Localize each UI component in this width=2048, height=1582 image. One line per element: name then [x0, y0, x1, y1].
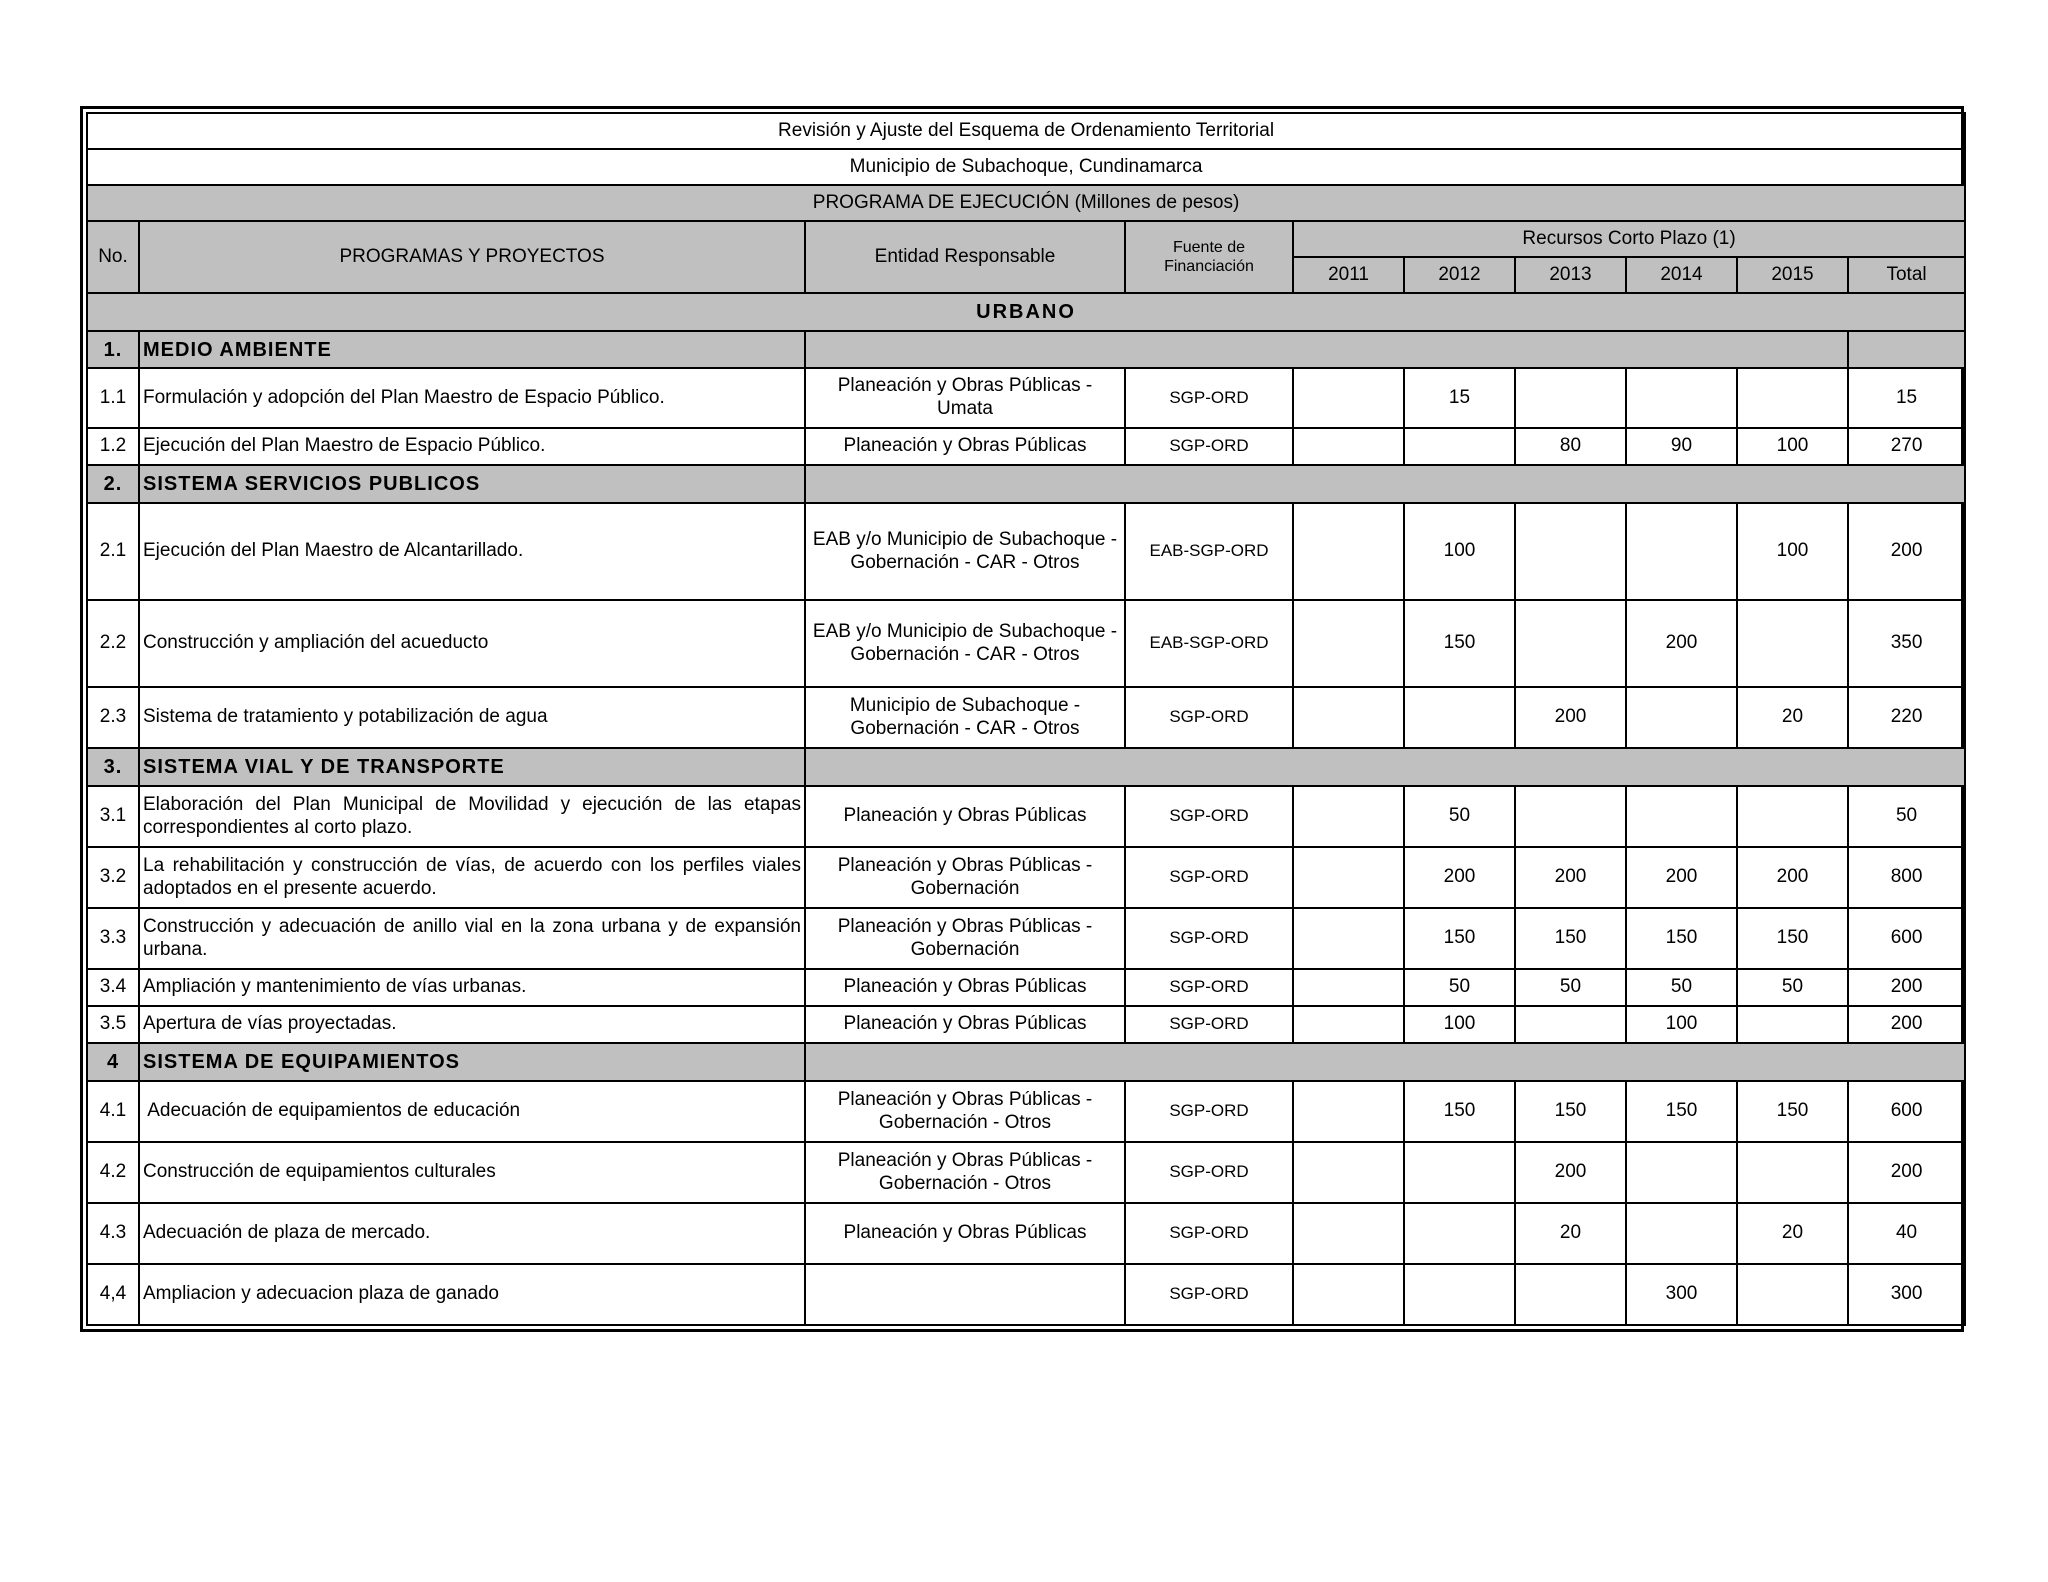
row-number: 2.2 [87, 600, 139, 687]
row-2013: 50 [1515, 969, 1626, 1006]
row-source: SGP-ORD [1125, 786, 1293, 847]
row-2014 [1626, 1142, 1737, 1203]
row-entity: Planeación y Obras Públicas - Gobernación - Otros [805, 1142, 1125, 1203]
row-2011 [1293, 1006, 1404, 1043]
row-total: 200 [1848, 969, 1965, 1006]
row-total: 600 [1848, 1081, 1965, 1142]
row-2013: 200 [1515, 1142, 1626, 1203]
row-number: 1.1 [87, 368, 139, 428]
row-2012 [1404, 1203, 1515, 1264]
section-title: MEDIO AMBIENTE [139, 331, 805, 368]
row-entity: Municipio de Subachoque - Gobernación - CAR - Otros [805, 687, 1125, 748]
table-row [87, 1006, 1965, 1043]
row-2011 [1293, 1264, 1404, 1325]
row-project: Construcción y ampliación del acueducto [139, 600, 805, 687]
row-total: 300 [1848, 1264, 1965, 1325]
row-project: Ampliación y mantenimiento de vías urbanas. [139, 969, 805, 1006]
row-2015: 100 [1737, 428, 1848, 465]
section-number: 2. [87, 465, 139, 503]
table-row [87, 969, 1965, 1006]
col-header-year-2012: 2012 [1404, 257, 1515, 293]
row-2014: 100 [1626, 1006, 1737, 1043]
row-2011 [1293, 687, 1404, 748]
row-2011 [1293, 1203, 1404, 1264]
table-row [87, 1264, 1965, 1325]
row-2013 [1515, 1006, 1626, 1043]
row-2013: 150 [1515, 1081, 1626, 1142]
row-total: 270 [1848, 428, 1965, 465]
row-number: 3.5 [87, 1006, 139, 1043]
row-2012: 200 [1404, 847, 1515, 908]
row-source: SGP-ORD [1125, 368, 1293, 428]
row-entity: Planeación y Obras Públicas [805, 428, 1125, 465]
table-row [87, 908, 1965, 969]
col-header-year-2013: 2013 [1515, 257, 1626, 293]
section-number: 3. [87, 748, 139, 786]
row-2014: 200 [1626, 600, 1737, 687]
execution-program-table [86, 112, 1966, 1326]
row-2013 [1515, 1264, 1626, 1325]
row-project: Elaboración del Plan Municipal de Movilidad y ejecución de las etapas correspondientes al corto plazo. [139, 786, 805, 847]
row-number: 1.2 [87, 428, 139, 465]
row-entity [805, 1264, 1125, 1325]
col-header-programs: PROGRAMAS Y PROYECTOS [139, 221, 805, 293]
row-2011 [1293, 786, 1404, 847]
section-row [87, 1043, 1965, 1081]
row-entity: EAB y/o Municipio de Subachoque - Gobernación - CAR - Otros [805, 503, 1125, 600]
table-row [87, 847, 1965, 908]
col-header-source: Fuente de Financiación [1125, 221, 1293, 293]
row-2015: 150 [1737, 908, 1848, 969]
table-row [87, 1081, 1965, 1142]
row-2011 [1293, 368, 1404, 428]
row-2013 [1515, 368, 1626, 428]
row-source: EAB-SGP-ORD [1125, 503, 1293, 600]
row-2012: 100 [1404, 503, 1515, 600]
row-2015: 200 [1737, 847, 1848, 908]
row-total: 40 [1848, 1203, 1965, 1264]
section-filler [805, 748, 1965, 786]
table-row [87, 600, 1965, 687]
row-total: 200 [1848, 1006, 1965, 1043]
row-total: 200 [1848, 1142, 1965, 1203]
section-title: SISTEMA DE EQUIPAMIENTOS [139, 1043, 805, 1081]
row-total: 15 [1848, 368, 1965, 428]
row-project: Apertura de vías proyectadas. [139, 1006, 805, 1043]
row-2012 [1404, 687, 1515, 748]
row-entity: Planeación y Obras Públicas - Umata [805, 368, 1125, 428]
table-row [87, 368, 1965, 428]
row-project: La rehabilitación y construcción de vías, de acuerdo con los perfiles viales adoptados en el presente acuerdo. [139, 847, 805, 908]
row-project: Ejecución del Plan Maestro de Espacio Público. [139, 428, 805, 465]
row-2012: 150 [1404, 908, 1515, 969]
row-project: Ampliacion y adecuacion plaza de ganado [139, 1264, 805, 1325]
row-source: EAB-SGP-ORD [1125, 600, 1293, 687]
row-2012: 100 [1404, 1006, 1515, 1043]
row-2015 [1737, 1006, 1848, 1043]
row-number: 4.2 [87, 1142, 139, 1203]
row-project: Construcción de equipamientos culturales [139, 1142, 805, 1203]
row-2014: 50 [1626, 969, 1737, 1006]
row-2013: 20 [1515, 1203, 1626, 1264]
row-source: SGP-ORD [1125, 1142, 1293, 1203]
row-source: SGP-ORD [1125, 1081, 1293, 1142]
section-number: 4 [87, 1043, 139, 1081]
row-entity: Planeación y Obras Públicas - Gobernación [805, 908, 1125, 969]
table-row [87, 503, 1965, 600]
row-total: 800 [1848, 847, 1965, 908]
row-source: SGP-ORD [1125, 687, 1293, 748]
row-project: Ejecución del Plan Maestro de Alcantarillado. [139, 503, 805, 600]
section-total-filler [1848, 331, 1965, 368]
row-number: 3.4 [87, 969, 139, 1006]
row-number: 4.3 [87, 1203, 139, 1264]
section-number: 1. [87, 331, 139, 368]
row-2015 [1737, 786, 1848, 847]
row-2015: 150 [1737, 1081, 1848, 1142]
col-header-no: No. [87, 221, 139, 293]
row-2014 [1626, 687, 1737, 748]
row-number: 3.3 [87, 908, 139, 969]
municipality-title: Municipio de Subachoque, Cundinamarca [87, 149, 1965, 185]
row-2015: 50 [1737, 969, 1848, 1006]
row-2011 [1293, 428, 1404, 465]
row-2012 [1404, 428, 1515, 465]
row-2013: 150 [1515, 908, 1626, 969]
row-2014: 90 [1626, 428, 1737, 465]
row-2014 [1626, 786, 1737, 847]
row-2011 [1293, 847, 1404, 908]
row-2011 [1293, 1081, 1404, 1142]
row-2015: 100 [1737, 503, 1848, 600]
row-project: Adecuación de plaza de mercado. [139, 1203, 805, 1264]
section-title: SISTEMA SERVICIOS PUBLICOS [139, 465, 805, 503]
row-number: 2.1 [87, 503, 139, 600]
row-number: 4,4 [87, 1264, 139, 1325]
row-project: Adecuación de equipamientos de educación [139, 1081, 805, 1142]
row-2015: 20 [1737, 1203, 1848, 1264]
table-row [87, 428, 1965, 465]
row-2011 [1293, 908, 1404, 969]
row-2014: 200 [1626, 847, 1737, 908]
row-2011 [1293, 1142, 1404, 1203]
table-row [87, 687, 1965, 748]
row-2014 [1626, 503, 1737, 600]
row-2013: 200 [1515, 847, 1626, 908]
row-2014 [1626, 368, 1737, 428]
col-header-year-2014: 2014 [1626, 257, 1737, 293]
row-total: 50 [1848, 786, 1965, 847]
row-2011 [1293, 600, 1404, 687]
row-entity: EAB y/o Municipio de Subachoque - Gobernación - CAR - Otros [805, 600, 1125, 687]
row-number: 2.3 [87, 687, 139, 748]
row-source: SGP-ORD [1125, 908, 1293, 969]
section-row [87, 331, 1965, 368]
row-2012: 15 [1404, 368, 1515, 428]
row-2015 [1737, 1264, 1848, 1325]
row-entity: Planeación y Obras Públicas [805, 1006, 1125, 1043]
row-total: 200 [1848, 503, 1965, 600]
col-header-year-2011: 2011 [1293, 257, 1404, 293]
col-header-entity: Entidad Responsable [805, 221, 1125, 293]
row-2015: 20 [1737, 687, 1848, 748]
document-title: Revisión y Ajuste del Esquema de Ordenamiento Territorial [87, 113, 1965, 149]
row-2011 [1293, 969, 1404, 1006]
row-2013: 80 [1515, 428, 1626, 465]
table-row [87, 1203, 1965, 1264]
row-2012: 50 [1404, 969, 1515, 1006]
row-2014: 300 [1626, 1264, 1737, 1325]
row-entity: Planeación y Obras Públicas [805, 786, 1125, 847]
col-header-year-2015: 2015 [1737, 257, 1848, 293]
row-source: SGP-ORD [1125, 1203, 1293, 1264]
row-2013: 200 [1515, 687, 1626, 748]
row-2015 [1737, 1142, 1848, 1203]
row-2015 [1737, 368, 1848, 428]
row-source: SGP-ORD [1125, 428, 1293, 465]
row-2012: 50 [1404, 786, 1515, 847]
program-title: PROGRAMA DE EJECUCIÓN (Millones de pesos) [87, 185, 1965, 221]
section-filler [805, 331, 1848, 368]
section-filler [805, 465, 1965, 503]
table-row [87, 786, 1965, 847]
row-source: SGP-ORD [1125, 1006, 1293, 1043]
section-row [87, 748, 1965, 786]
execution-program-document [80, 106, 1964, 1332]
row-2012 [1404, 1264, 1515, 1325]
row-source: SGP-ORD [1125, 969, 1293, 1006]
row-2013 [1515, 503, 1626, 600]
table-row [87, 1142, 1965, 1203]
row-entity: Planeación y Obras Públicas - Gobernación [805, 847, 1125, 908]
row-project: Formulación y adopción del Plan Maestro de Espacio Público. [139, 368, 805, 428]
row-total: 220 [1848, 687, 1965, 748]
row-2015 [1737, 600, 1848, 687]
row-number: 3.1 [87, 786, 139, 847]
row-total: 350 [1848, 600, 1965, 687]
row-source: SGP-ORD [1125, 847, 1293, 908]
row-2012 [1404, 1142, 1515, 1203]
row-2014 [1626, 1203, 1737, 1264]
section-filler [805, 1043, 1965, 1081]
row-2012: 150 [1404, 600, 1515, 687]
row-2014: 150 [1626, 1081, 1737, 1142]
row-2012: 150 [1404, 1081, 1515, 1142]
row-entity: Planeación y Obras Públicas [805, 969, 1125, 1006]
section-title: SISTEMA VIAL Y DE TRANSPORTE [139, 748, 805, 786]
row-number: 3.2 [87, 847, 139, 908]
row-total: 600 [1848, 908, 1965, 969]
row-source: SGP-ORD [1125, 1264, 1293, 1325]
row-entity: Planeación y Obras Públicas - Gobernación - Otros [805, 1081, 1125, 1142]
section-row [87, 465, 1965, 503]
col-header-resources: Recursos Corto Plazo (1) [1293, 221, 1965, 257]
row-2013 [1515, 786, 1626, 847]
row-project: Sistema de tratamiento y potabilización de agua [139, 687, 805, 748]
zone-header: URBANO [87, 293, 1965, 331]
col-header-total: Total [1848, 257, 1965, 293]
row-2011 [1293, 503, 1404, 600]
row-2013 [1515, 600, 1626, 687]
row-entity: Planeación y Obras Públicas [805, 1203, 1125, 1264]
row-project: Construcción y adecuación de anillo vial en la zona urbana y de expansión urbana. [139, 908, 805, 969]
row-2014: 150 [1626, 908, 1737, 969]
row-number: 4.1 [87, 1081, 139, 1142]
